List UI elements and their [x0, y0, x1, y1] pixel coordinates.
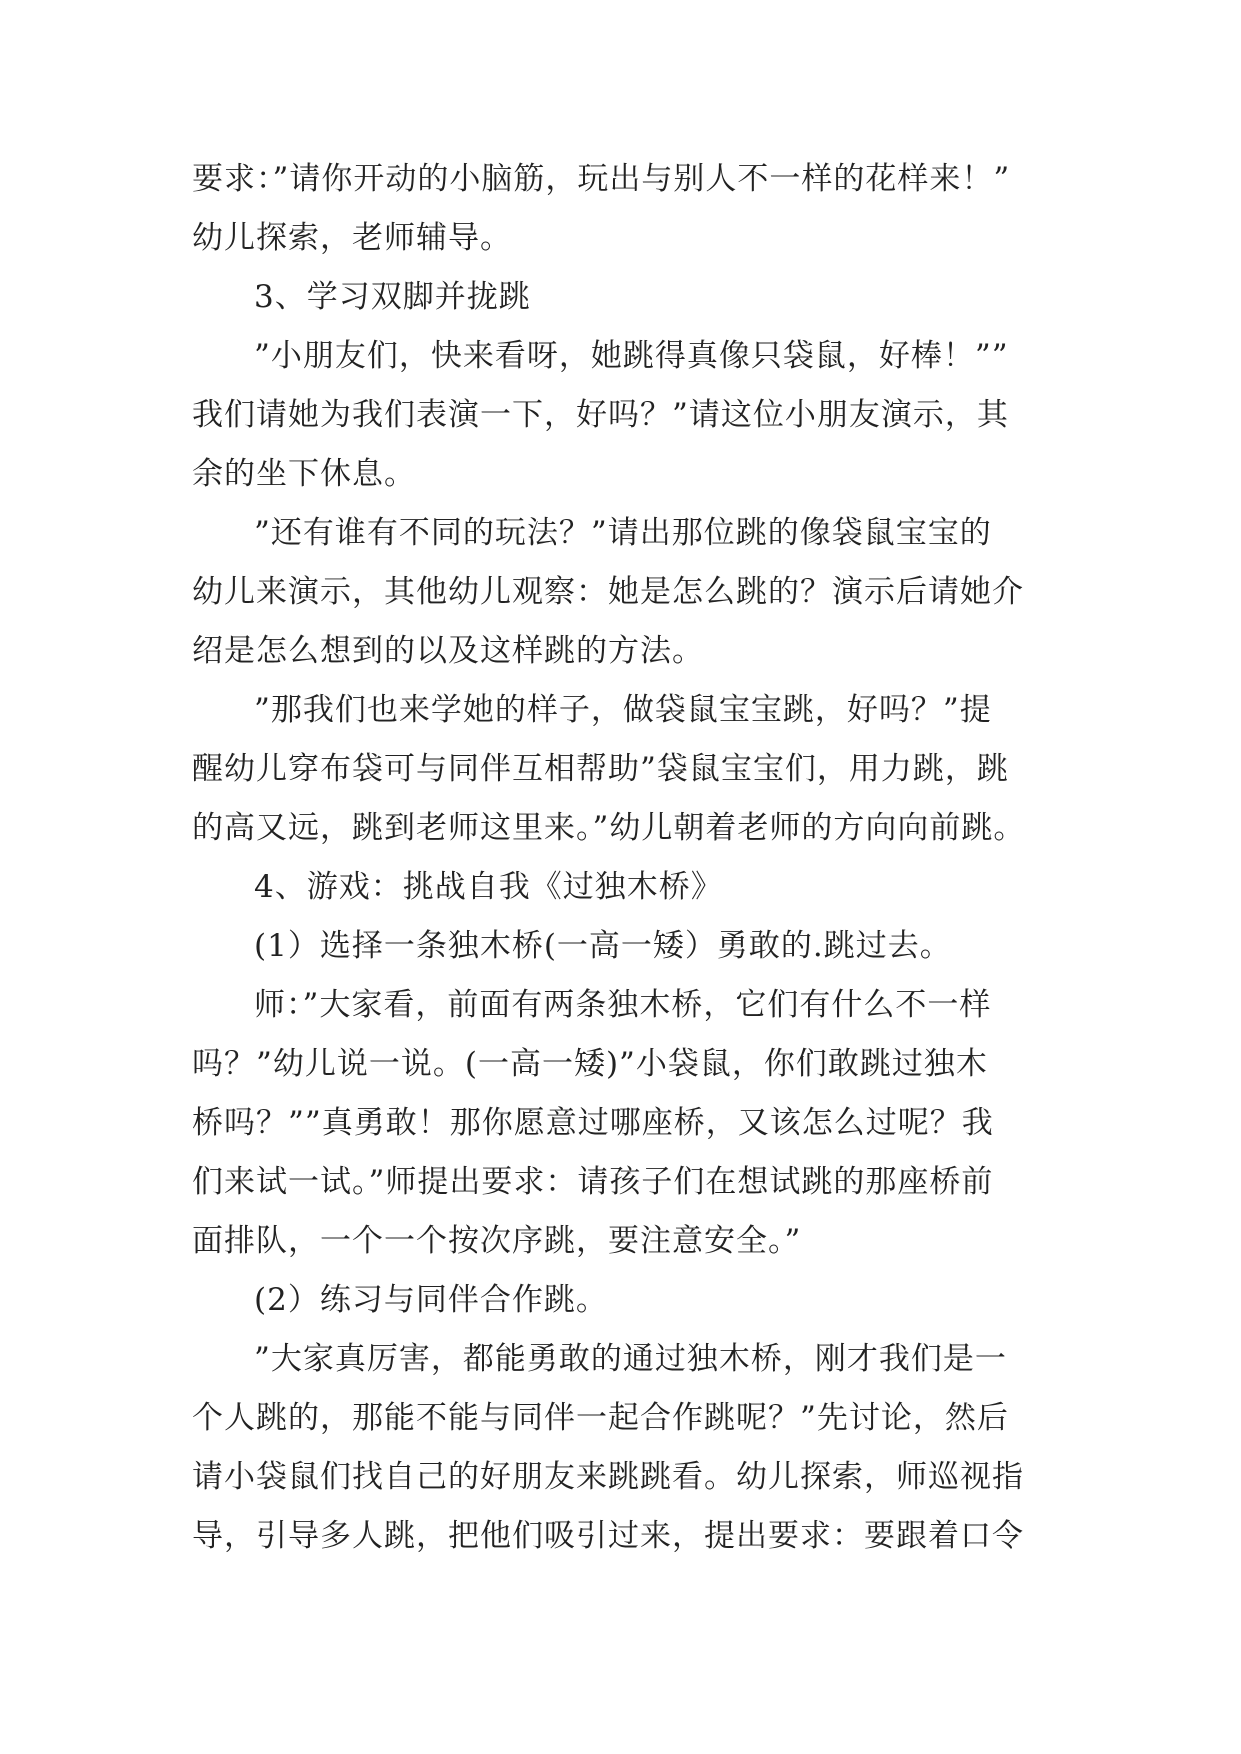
text-line: 桥吗？””真勇敢！那你愿意过哪座桥，又该怎么过呢？我: [192, 1105, 994, 1141]
text-line: 醒幼儿穿布袋可与同伴互相帮助”袋鼠宝宝们，用力跳，跳: [192, 751, 1009, 787]
text-line: 个人跳的，那能不能与同伴一起合作跳呢？”先讨论，然后: [192, 1400, 1009, 1436]
text-line: ”大家真厉害，都能勇敢的通过独木桥，刚才我们是一: [254, 1341, 1007, 1377]
text-line: 请小袋鼠们找自己的好朋友来跳跳看。幼儿探索，师巡视指: [192, 1459, 1024, 1495]
text-line: 要求：”请你开动的小脑筋，玩出与别人不一样的花样来！”: [192, 161, 1011, 197]
text-line: 我们请她为我们表演一下，好吗？”请这位小朋友演示，其: [192, 397, 1009, 433]
text-line: ”小朋友们，快来看呀，她跳得真像只袋鼠，好棒！””: [254, 338, 1009, 374]
text-line: 面排队，一个一个按次序跳，要注意安全。”: [192, 1223, 802, 1259]
text-line: 吗？”幼儿说一说。(一高一矮)”小袋鼠，你们敢跳过独木: [192, 1046, 988, 1082]
text-line: 余的坐下休息。: [192, 456, 416, 492]
text-line: 们来试一试。”师提出要求：请孩子们在想试跳的那座桥前: [192, 1164, 994, 1200]
text-line: 师：”大家看，前面有两条独木桥，它们有什么不一样: [254, 987, 992, 1023]
text-line: 幼儿探索，老师辅导。: [192, 220, 512, 256]
section-heading: 3、学习双脚并拢跳: [254, 279, 531, 315]
body-text: [192, 150, 1052, 1566]
text-line: ”还有谁有不同的玩法？”请出那位跳的像袋鼠宝宝的: [254, 515, 992, 551]
section-heading: 4、游戏：挑战自我《过独木桥》: [254, 869, 723, 905]
text-line: 导，引导多人跳，把他们吸引过来，提出要求：要跟着口令: [192, 1518, 1024, 1554]
subsection-heading: (2）练习与同伴合作跳。: [254, 1282, 608, 1318]
text-line: 幼儿来演示，其他幼儿观察：她是怎么跳的？演示后请她介: [192, 574, 1024, 610]
text-line: 绍是怎么想到的以及这样跳的方法。: [192, 633, 704, 669]
subsection-heading: (1）选择一条独木桥(一高一矮）勇敢的.跳过去。: [254, 928, 952, 964]
text-line: ”那我们也来学她的样子，做袋鼠宝宝跳，好吗？”提: [254, 692, 992, 728]
text-line: 的高又远，跳到老师这里来。”幼儿朝着老师的方向向前跳。: [192, 810, 1026, 846]
